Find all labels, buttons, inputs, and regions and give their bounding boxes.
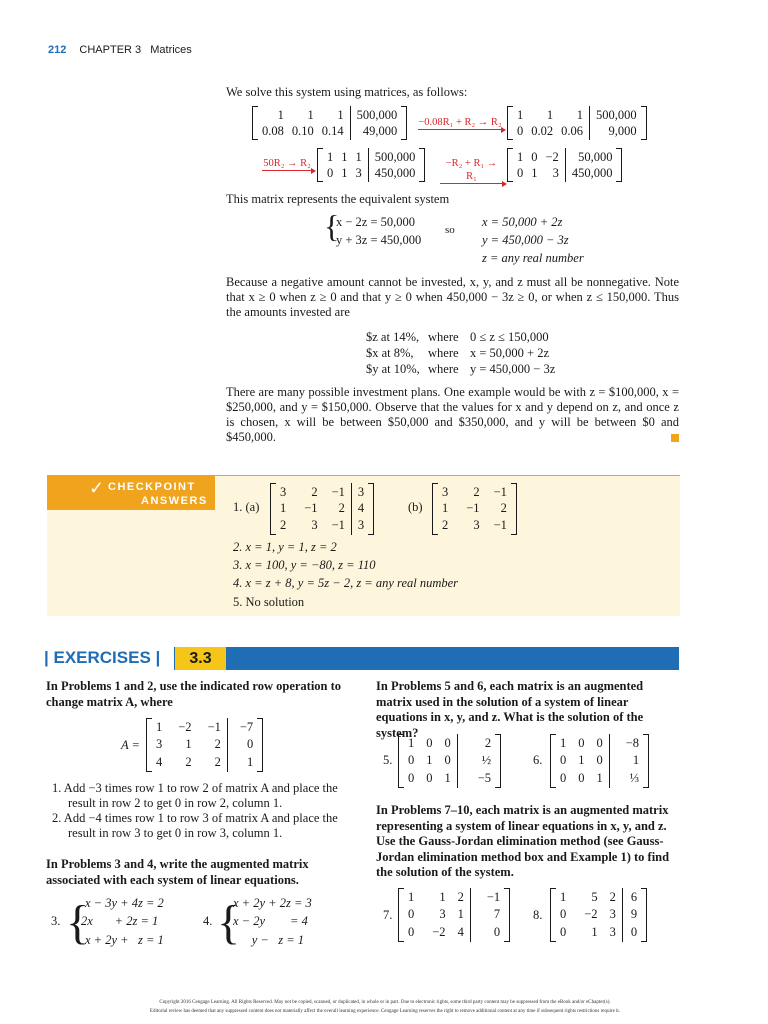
matrix-entry: 2 [500,501,507,516]
matrix-entry: 2 [311,484,318,499]
matrix-entry: 0 [517,123,524,138]
matrix-entry: 0 [560,753,567,768]
matrix-entry: 450,000 [374,165,416,180]
problem-8-number: 8. [533,908,543,922]
matrix-entry: 1 [246,754,254,769]
matrix-problem-5 [398,734,501,788]
problem-5-number: 5. [383,753,393,767]
matrix-entry: −1 [493,518,507,533]
matrix-m3 [317,148,425,182]
copyright-line-2: Editorial review has deemed that any suppressed content does not materially affect the overall learning experience. Cengage Learning reserves the right to remove additional content at any time if subsequent rights restrictions require it. [149,1009,621,1014]
problems-7-10-heading: In Problems 7–10, each matrix is an augmented matrix representing a system of linear equations in x, y, and z. Use the Gauss-Jordan elimination method (see Gauss-Jordan elimination method box and Example 1) to find the solution of the system. [376,803,670,879]
answer-4: 4. x = z + 8, y = 5z − 2, z = any real number [233,576,459,590]
matrix-entry: 0 [578,770,585,785]
matrix-entry: 0 [246,737,254,752]
problems-5-6-heading: In Problems 5 and 6, each matrix is an augmented matrix used in the solution of a system of linear equations in x, y, and z. What is the solution of the system? [376,679,644,740]
matrix-problem-6 [550,734,649,788]
matrix-entry: 3 [357,484,365,499]
matrix-entry: 1 [457,907,464,922]
page-number: 212 [48,44,67,56]
matrix-entry: 3 [355,165,362,180]
end-of-example-marker [671,434,679,442]
matrix-entry: 1 [546,107,554,122]
answer-5: 5. No solution [233,595,305,609]
matrix-entry: 0 [426,770,433,785]
checkmark-icon: ✓ [89,478,105,498]
matrix-entry: −2 [584,907,598,922]
matrix-entry: 500,000 [596,107,637,122]
matrix-entry: −1 [304,501,318,516]
matrix-entry: 1 [632,753,640,768]
problems-3-4-heading: In Problems 3 and 4, write the augmented matrix associated with each system of linear equations. [46,857,309,887]
matrix-entry: 1 [531,165,538,180]
matrix-entry: 1 [408,890,415,905]
matrix-entry: 0.10 [291,123,314,138]
problems-1-2-heading: In Problems 1 and 2, use the indicated row operation to change matrix A, where [46,679,342,709]
invest-r3-b: where [428,362,459,376]
matrix-entry: 1 [517,149,524,164]
matrix-entry: 3 [280,484,287,499]
matrix-entry: 1 [560,736,567,751]
matrix-entry: 0 [596,736,603,751]
matrix-entry: 3 [473,518,480,533]
invest-r3-a: $y at 10%, [366,362,420,376]
invest-r3-c: y = 450,000 − 3z [470,362,556,376]
answer-matrix-a [270,483,374,535]
matrix-entry: 2 [214,737,221,752]
answer-3: 3. x = 100, y = −80, z = 110 [233,558,376,572]
matrix-entry: −1 [486,890,501,905]
matrix-entry: −1 [493,484,507,499]
answer-matrix-b [432,483,517,535]
matrix-entry: 2 [338,501,345,516]
answer-2: 2. x = 1, y = 1, z = 2 [233,540,337,554]
matrix-entry: −1 [207,720,221,735]
solution-z: z = any real number [482,251,584,265]
matrix-entry: 0 [327,165,334,180]
matrix-entry: 3 [609,924,616,939]
page-header [48,44,192,56]
invest-r1-b: where [428,330,459,344]
matrix-entry: 0.08 [262,123,284,138]
matrix-entry: 1 [576,107,583,122]
matrix-entry: 0 [578,736,585,751]
copyright-footer [40,998,730,1016]
checkpoint-subtitle: ANSWERS [141,495,208,507]
matrix-entry: 49,000 [362,123,398,138]
matrix-entry: 1 [307,107,314,122]
matrix-entry: −1 [331,518,345,533]
problem-3-eq2: 2x + 2z = 1 [81,914,159,928]
matrix-entry: 1 [517,107,524,122]
matrix-entry: 1 [578,753,585,768]
problem-3-brace: { [66,896,90,949]
system-so: so [445,224,455,236]
matrix-problem-7 [398,888,510,942]
matrix-entry: 0 [531,149,538,164]
paragraph-nonnegative: Because a negative amount cannot be invested, x, y, and z must all be nonnegative. Note that x ≥ 0 when z ≥ 0 and that y ≥ 0 when 450,000 − 3z ≥ 0, or when z ≤ 150,000. Thus the amounts invested are [226,275,679,319]
matrix-entry: 0 [408,770,415,785]
exercises-label: | EXERCISES | [44,648,161,667]
matrix-entry: 0 [444,736,451,751]
matrix-entry: 1 [596,770,603,785]
matrix-entry: 1 [337,107,344,122]
matrix-entry: 2 [442,518,449,533]
matrix-A [146,718,263,772]
checkpoint-title: CHECKPOINT [108,481,196,493]
matrix-A-label: A = [121,738,140,752]
matrix-entry: 0 [408,924,415,939]
matrix-entry: 500,000 [374,149,416,164]
invest-r2-a: $x at 8%, [366,346,414,360]
copyright-line-1: Copyright 2016 Cengage Learning. All Rights Reserved. May not be copied, scanned, or duplicated, in whole or in part. Due to electronic rights, some third party content may be suppressed from the eBook and/or eChapter(s). [159,1000,611,1005]
matrix-entry: 0 [596,753,603,768]
matrix-entry: 0 [517,165,524,180]
matrix-entry: 2 [457,890,464,905]
exercises-number: 3.3 [175,647,226,670]
matrix-m2 [507,106,647,140]
matrix-entry: 0 [560,907,567,922]
problem-4-eq3: y − z = 1 [233,933,305,947]
matrix-entry: 0.14 [321,123,344,138]
matrix-entry: 2 [473,484,480,499]
matrix-entry: −5 [477,770,492,785]
problem-7-number: 7. [383,908,393,922]
matrix-entry: 3 [357,518,365,533]
equiv-text: This matrix represents the equivalent system [226,192,450,206]
matrix-entry: 1 [408,736,415,751]
matrix-entry: ⅓ [629,770,640,785]
row-op-arrow-2: 50R₂ → R₂ [263,158,311,169]
invest-r2-c: x = 50,000 + 2z [470,346,550,360]
matrix-entry: 0.06 [561,123,583,138]
matrix-entry: 0 [560,770,567,785]
matrix-entry: 0 [444,753,451,768]
matrix-entry: 7 [493,907,501,922]
matrix-entry: 0 [493,924,501,939]
matrix-entry: 1 [442,501,449,516]
matrix-entry: 2 [280,518,287,533]
problem-4-eq2: x − 2y = 4 [233,914,308,928]
matrix-entry: 4 [357,501,365,516]
matrix-entry: 1 [327,149,334,164]
problem-4-eq1: x + 2y + 2z = 3 [233,896,312,910]
answer-1a-label: 1. (a) [233,500,260,514]
matrix-entry: 0 [426,736,433,751]
checkpoint-tab [47,476,215,510]
matrix-m4 [507,148,622,182]
matrix-entry: 1 [341,149,348,164]
matrix-m1 [252,106,407,140]
chapter-title: Matrices [150,44,192,56]
matrix-entry: −1 [331,484,345,499]
solution-x: x = 50,000 + 2z [482,215,563,229]
system-eq1: x − 2z = 50,000 [336,215,416,229]
matrix-entry: −2 [545,149,559,164]
chapter-label: CHAPTER 3 [79,44,142,56]
matrix-entry: −1 [466,501,480,516]
matrix-entry: 0.02 [531,123,554,138]
matrix-entry: ½ [481,753,492,768]
matrix-entry: 3 [552,165,559,180]
problem-1: 1. Add −3 times row 1 to row 2 of matrix A and place the result in row 2 to get 0 in row 2, column 1. [52,781,338,810]
invest-r2-b: where [428,346,459,360]
matrix-entry: 2 [185,754,192,769]
row-op-arrow-3: −R₂ + R₁ → R₁ [440,157,503,184]
matrix-entry: 3 [156,737,163,752]
problem-4-number: 4. [203,914,213,928]
answer-1b-label: (b) [408,500,423,514]
problem-3-eq1: x − 3y + 4z = 2 [85,896,164,910]
matrix-entry: 5 [591,890,598,905]
matrix-entry: 1 [156,720,163,735]
matrix-entry: 50,000 [578,149,613,164]
problem-2: 2. Add −4 times row 1 to row 3 of matrix A and place the result in row 3 to get 0 in row 3, column 1. [52,811,338,840]
matrix-entry: 2 [484,736,492,751]
row-op-arrow-1: −0.08R₁ + R₂ → R₂ [418,117,502,128]
matrix-entry: −2 [178,720,192,735]
matrix-entry: 9 [630,907,638,922]
matrix-entry: 1 [185,737,192,752]
matrix-entry: 0 [408,907,415,922]
invest-r1-a: $z at 14%, [366,330,420,344]
matrix-entry: 4 [457,924,464,939]
matrix-entry: 1 [426,753,433,768]
invest-r1-c: 0 ≤ z ≤ 150,000 [470,330,549,344]
matrix-entry: 6 [630,890,638,905]
matrix-entry: 2 [609,890,616,905]
problem-3-eq3: x + 2y + z = 1 [85,933,164,947]
matrix-entry: 1 [341,165,348,180]
matrix-entry: 0 [630,924,638,939]
matrix-entry: −8 [625,736,640,751]
matrix-entry: −7 [239,720,254,735]
matrix-entry: 2 [214,754,221,769]
matrix-entry: 1 [591,924,598,939]
problem-4-brace: { [217,896,241,949]
matrix-entry: 4 [156,754,163,769]
intro-text: We solve this system using matrices, as follows: [226,85,468,99]
matrix-entry: 0 [560,924,567,939]
problem-3-number: 3. [51,914,61,928]
matrix-entry: 3 [442,484,449,499]
matrix-entry: 1 [355,149,362,164]
problem-6-number: 6. [533,753,543,767]
matrix-entry: 3 [609,907,616,922]
solution-y: y = 450,000 − 3z [482,233,569,247]
matrix-entry: 1 [280,501,287,516]
matrix-entry: 450,000 [571,165,613,180]
system-brace: { [324,208,340,244]
matrix-entry: 1 [560,890,567,905]
system-eq2: y + 3z = 450,000 [336,233,422,247]
matrix-entry: 1 [439,890,446,905]
matrix-entry: 1 [444,770,451,785]
matrix-entry: 1 [277,107,284,122]
matrix-entry: 500,000 [356,107,398,122]
matrix-entry: 3 [439,907,446,922]
paragraph-plans: There are many possible investment plans. One example would be with z = $100,000, x = $250,000, and y = $150,000. Observe that the values for x and y depend on z, and once z is chosen, x will be between $50,000 and $350,000, and y will be between $0 and $450,000. [226,385,679,444]
matrix-entry: −2 [432,924,446,939]
matrix-entry: 3 [311,518,318,533]
matrix-entry: 0 [408,753,415,768]
matrix-problem-8 [550,888,647,942]
matrix-entry: 9,000 [608,123,637,138]
